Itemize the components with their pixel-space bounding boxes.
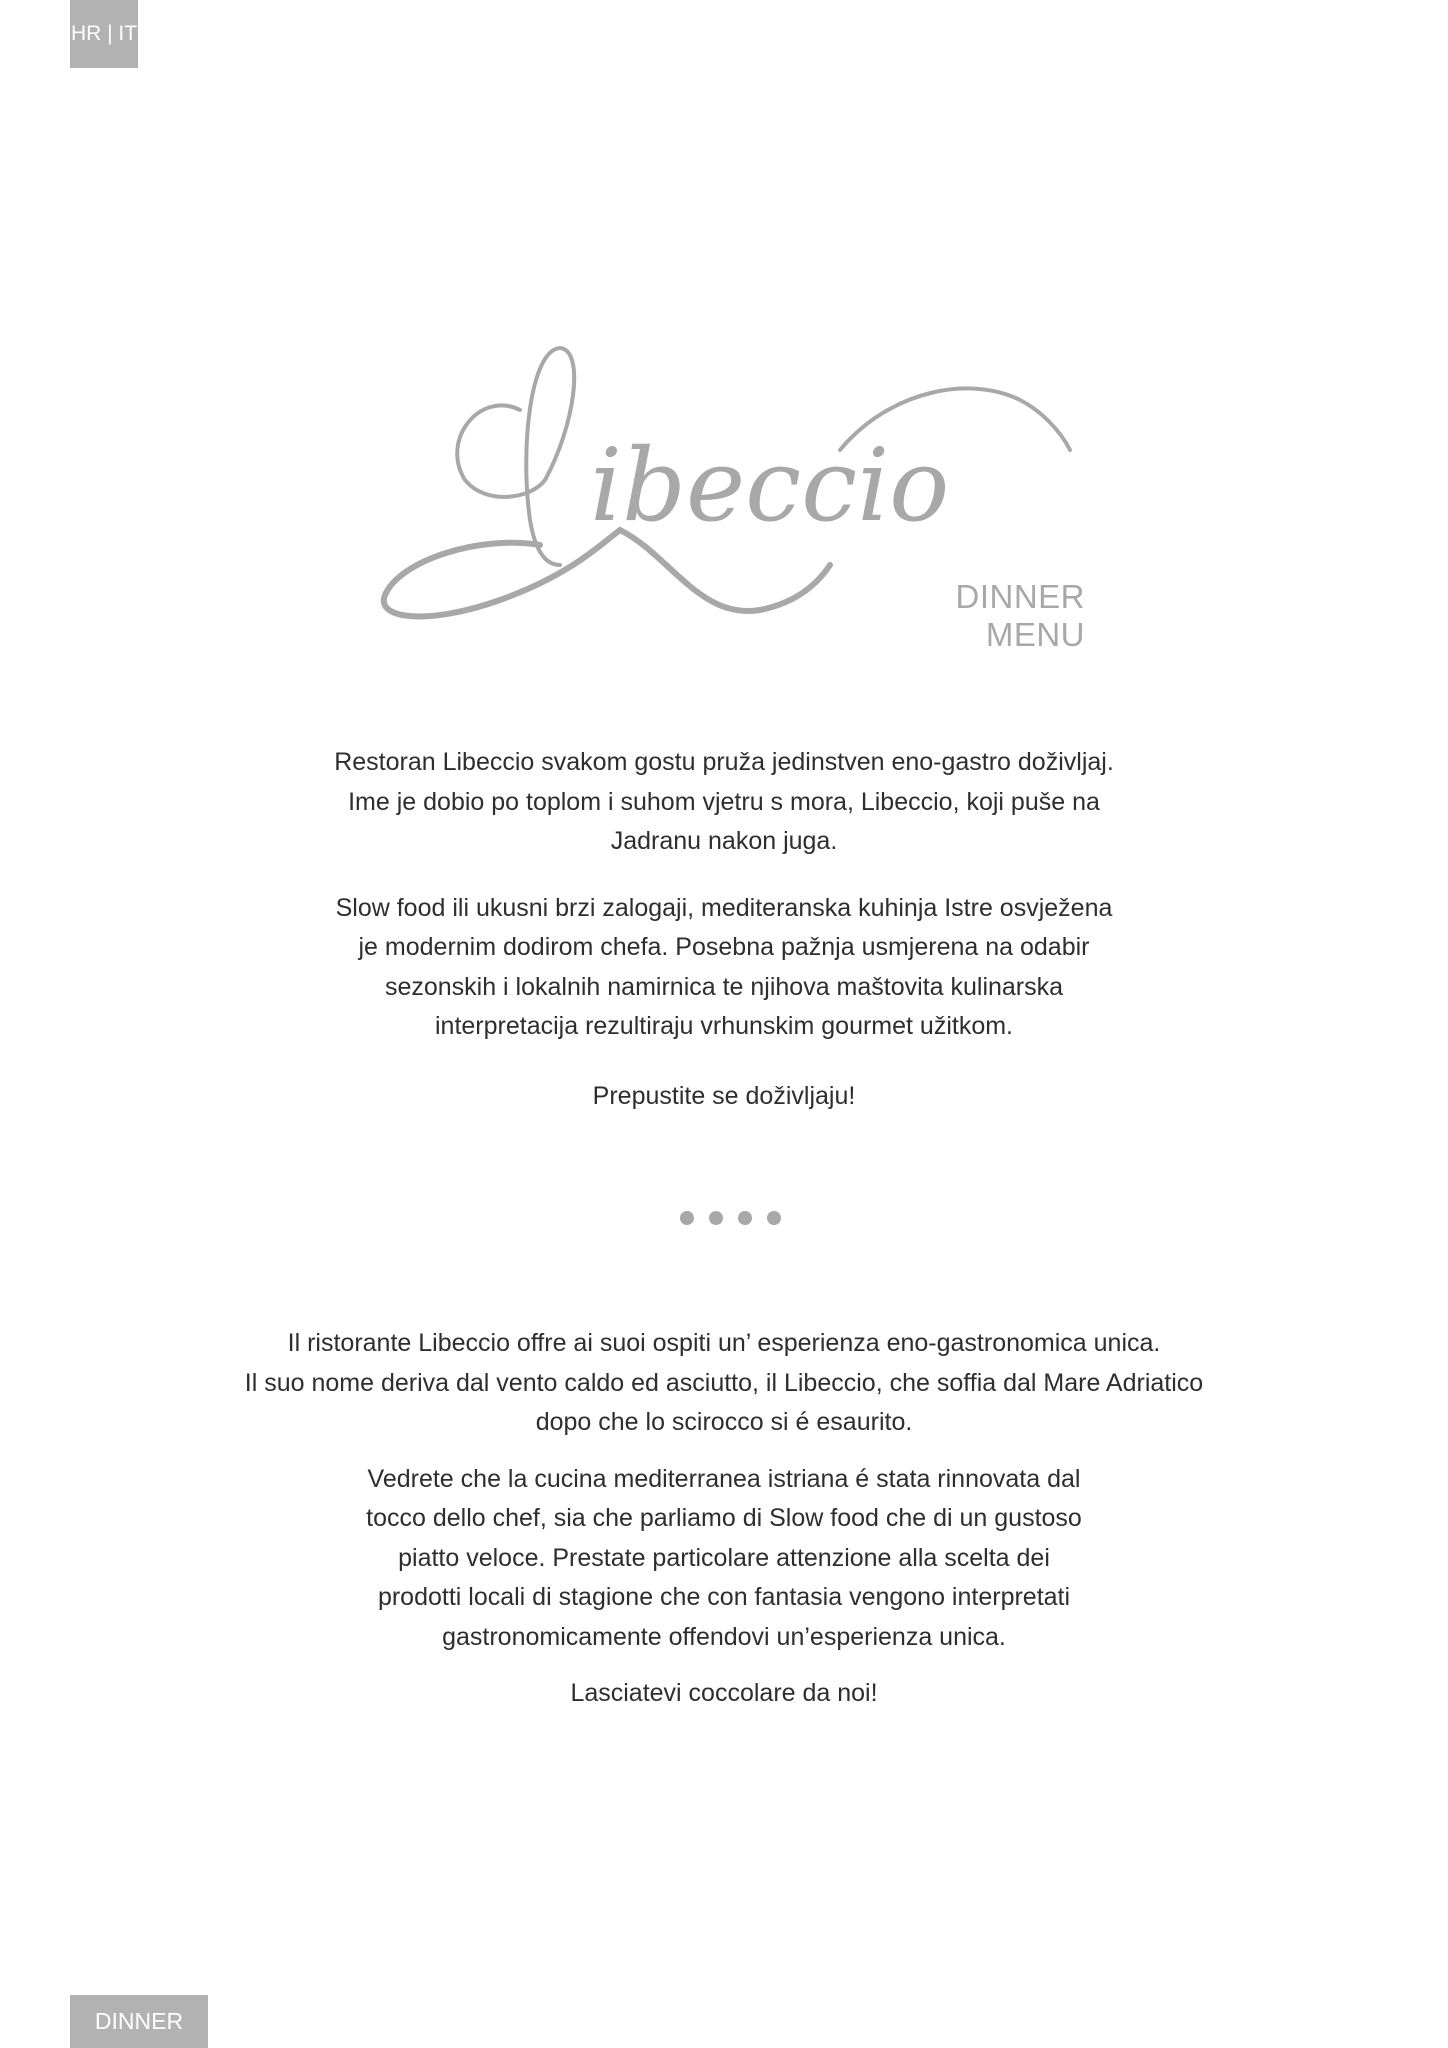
dot <box>738 1211 752 1225</box>
text-line: tocco dello chef, sia che parliamo di Slow food che di un gustoso <box>366 1504 1082 1532</box>
dinner-menu-subtitle: DINNER MENU <box>955 578 1085 653</box>
logo-wordmark: ibeccio <box>590 427 950 544</box>
dot <box>709 1211 723 1225</box>
dinner-section-label: DINNER <box>94 2008 184 2034</box>
text-line: Il suo nome deriva dal vento caldo ed asciutto, il Libeccio, che soffia dal Mare Adriatico <box>244 1368 1204 1397</box>
text-line: Vedrete che la cucina mediterranea istriana é stata rinnovata dal <box>367 1464 1081 1493</box>
dot <box>767 1211 781 1225</box>
croatian-paragraph-2 <box>0 889 1448 1047</box>
language-switch-label: HR | IT <box>70 22 138 45</box>
dinner-section-tab[interactable] <box>70 1995 208 2048</box>
text-line: sezonskih i lokalnih namirnica te njihova maštovita kulinarska <box>384 972 1064 1001</box>
croatian-paragraph-1 <box>0 743 1448 862</box>
text-line: Jadranu nakon juga. <box>610 827 838 855</box>
text-line: dopo che lo scirocco si é esaurito. <box>535 1408 913 1436</box>
text-line: piatto veloce. Prestate particolare attenzione alla scelta dei <box>398 1543 1050 1572</box>
text-line: je modernim dodirom chefa. Posebna pažnja usmjerena na odabir <box>358 933 1090 961</box>
text-line: Slow food ili ukusni brzi zalogaji, mediteranska kuhinja Istre osvježena <box>335 893 1113 922</box>
dot <box>680 1211 694 1225</box>
language-switch-tab[interactable] <box>70 0 138 68</box>
logo-l-loop <box>457 348 574 565</box>
text-line: Restoran Libeccio svakom gostu pruža jedinstven eno-gastro doživljaj. <box>334 748 1114 776</box>
italian-paragraph-1 <box>0 1324 1448 1443</box>
text-line: interpretacija rezultiraju vrhunskim gourmet užitkom. <box>435 1012 1013 1040</box>
croatian-intro <box>0 743 1448 1116</box>
italian-paragraph-2 <box>0 1460 1448 1658</box>
text-line: Il ristorante Libeccio offre ai suoi ospiti un’ esperienza eno-gastronomica unica. <box>287 1329 1161 1357</box>
italian-intro <box>0 1324 1448 1714</box>
text-line: prodotti locali di stagione che con fantasia vengono interpretati <box>377 1583 1071 1611</box>
text-line: Ime je dobio po toplom i suhom vjetru s mora, Libeccio, koji puše na <box>348 787 1100 816</box>
italian-closing: Lasciatevi coccolare da noi! <box>570 1679 878 1707</box>
croatian-closing: Prepustite se doživljaju! <box>592 1081 856 1110</box>
text-line: gastronomicamente offendovi un’esperienza unica. <box>442 1622 1006 1651</box>
section-divider-dots <box>680 1211 781 1225</box>
